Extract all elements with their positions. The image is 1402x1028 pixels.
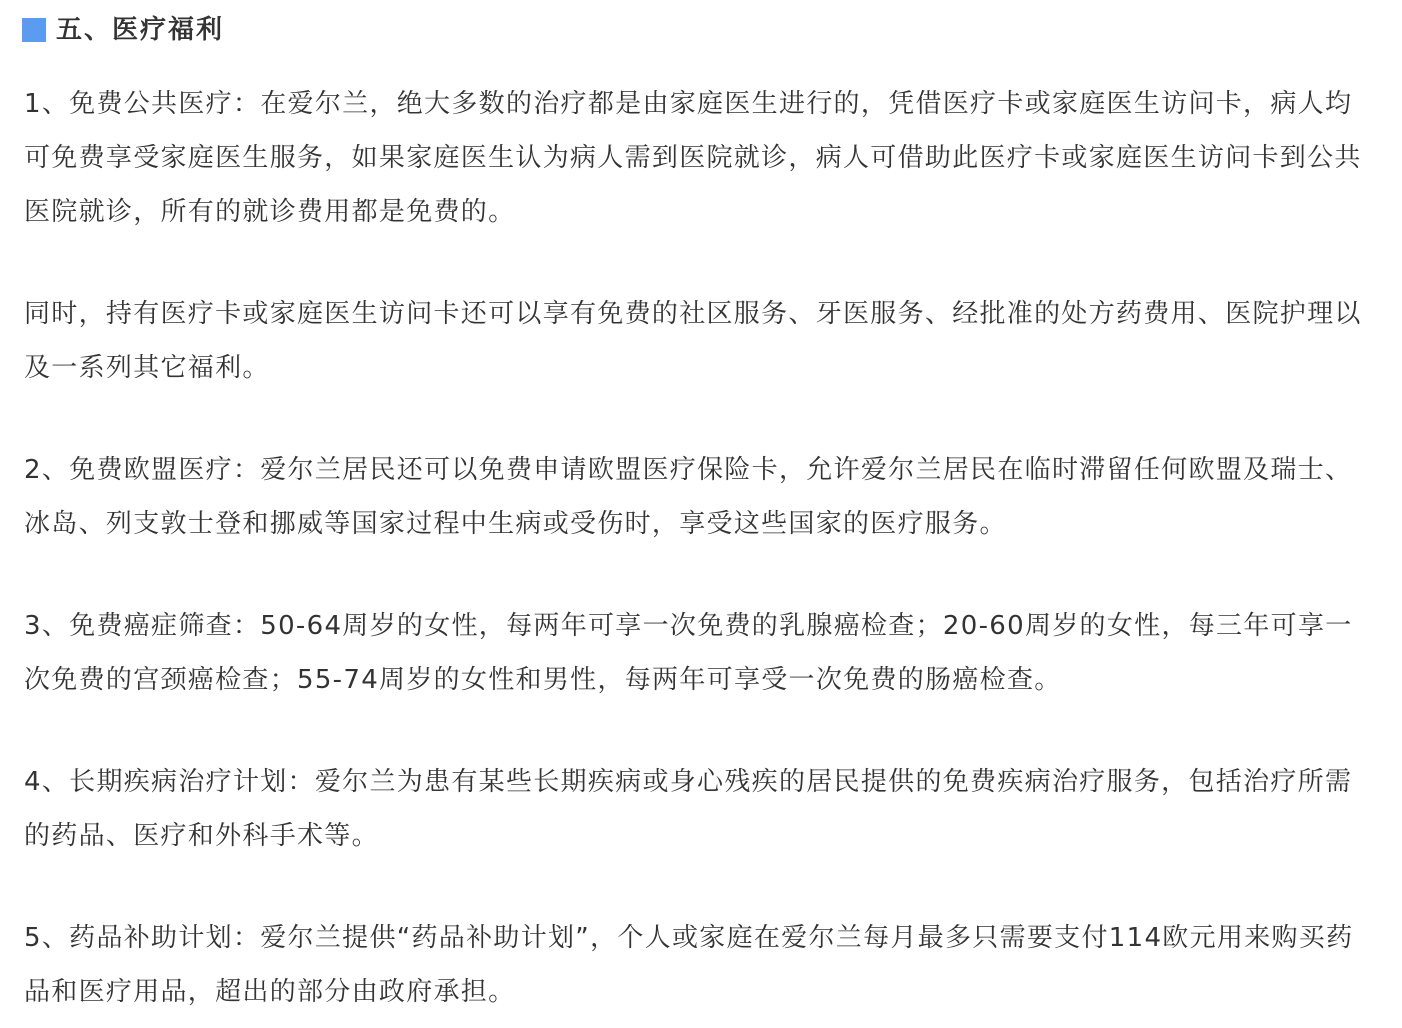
section-heading [22,10,224,50]
heading-square-marker-icon [22,18,46,42]
paragraph-free-public-healthcare: 1、免费公共医疗：在爱尔兰，绝大多数的治疗都是由家庭医生进行的，凭借医疗卡或家庭医生访问卡，病人均可免费享受家庭医生服务，如果家庭医生认为病人需到医院就诊，病人可借助此医疗卡或家庭医生访问卡到公共医院就诊，所有的就诊费用都是免费的。 [24,89,1362,227]
paragraph-card-benefits: 同时，持有医疗卡或家庭医生访问卡还可以享有免费的社区服务、牙医服务、经批准的处方药费用、医院护理以及一系列其它福利。 [24,299,1362,383]
paragraph-long-term-illness-scheme: 4、长期疾病治疗计划：爱尔兰为患有某些长期疾病或身心残疾的居民提供的免费疾病治疗服务，包括治疗所需的药品、医疗和外科手术等。 [24,767,1353,851]
paragraph-free-eu-healthcare: 2、免费欧盟医疗：爱尔兰居民还可以免费申请欧盟医疗保险卡，允许爱尔兰居民在临时滞留任何欧盟及瑞士、冰岛、列支敦士登和挪威等国家过程中生病或受伤时，享受这些国家的医疗服务。 [24,455,1353,539]
paragraph-free-cancer-screening: 3、免费癌症筛查：50-64周岁的女性，每两年可享一次免费的乳腺癌检查；20-60周岁的女性，每三年可享一次免费的宫颈癌检查；55-74周岁的女性和男性，每两年可享受一次免费的肠癌检查。 [24,611,1353,695]
paragraph-drug-payment-scheme: 5、药品补助计划：爱尔兰提供“药品补助计划”，个人或家庭在爱尔兰每月最多只需要支付114欧元用来购买药品和医疗用品，超出的部分由政府承担。 [24,923,1354,1007]
section-title-text: 五、医疗福利 [56,15,225,45]
